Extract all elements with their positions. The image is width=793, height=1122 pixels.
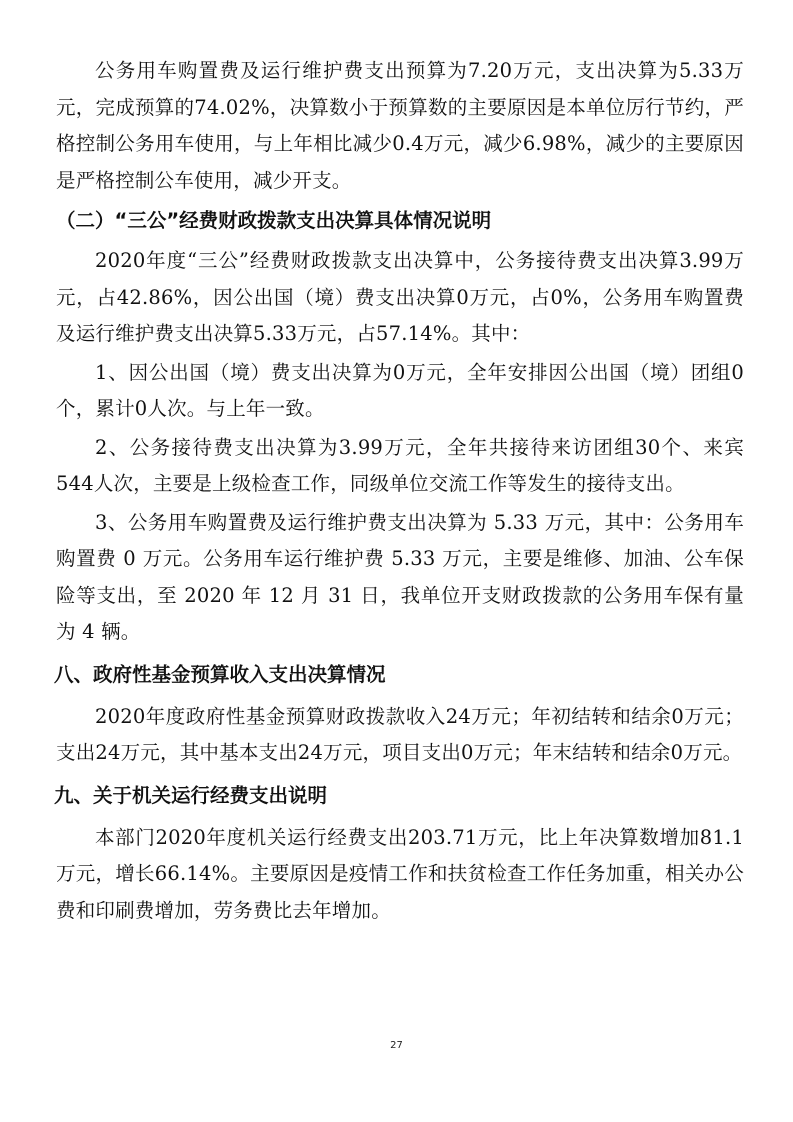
paragraph-vehicle-budget: 公务用车购置费及运行维护费支出预算为7.20万元，支出决算为5.33万元，完成预算的74.02%，决算数小于预算数的主要原因是本单位厉行节约，严格控制公务用车使用，与上年相比减少0.4万元，减少6.98%，减少的主要原因是严格控制公车使用，减少开支。 — [56, 59, 744, 192]
document-body — [56, 53, 744, 929]
section-heading-operating-expenses: 九、关于机关运行经费支出说明 — [54, 783, 328, 807]
paragraph-overseas-travel: 1、因公出国（境）费支出决算为0万元，全年安排因公出国（境）团组0个，累计0人次。与上年一致。 — [56, 360, 744, 420]
section-heading-government-fund: 八、政府性基金预算收入支出决算情况 — [54, 662, 386, 686]
subheading-three-public-expenses: （二）“三公”经费财政拨款支出决算具体情况说明 — [56, 209, 492, 232]
paragraph-reception-expense: 2、公务接待费支出决算为3.99万元，全年共接待来访团组30个、来宾544人次，主要是上级检查工作，同级单位交流工作等发生的接待支出。 — [56, 435, 744, 495]
paragraph-government-fund: 2020年度政府性基金预算财政拨款收入24万元；年初结转和结余0万元；支出24万元，其中基本支出24万元，项目支出0万元；年末结转和结余0万元。 — [56, 704, 744, 764]
paragraph-three-public-summary: 2020年度“三公”经费财政拨款支出决算中，公务接待费支出决算3.99万元，占42.86%，因公出国（境）费支出决算0万元，占0%，公务用车购置费及运行维护费支出决算5.33万元，占57.14%。其中： — [56, 249, 744, 345]
page-number: 27 — [390, 1040, 403, 1051]
paragraph-operating-expenses: 本部门2020年度机关运行经费支出203.71万元，比上年决算数增加81.1万元，增长66.14%。主要原因是疫情工作和扶贫检查工作任务加重，相关办公费和印刷费增加，劳务费比去年增加。 — [56, 825, 744, 922]
paragraph-vehicle-expense: 3、公务用车购置费及运行维护费支出决算为 5.33 万元，其中：公务用车购置费 0 万元。公务用车运行维护费 5.33 万元，主要是维修、加油、公车保险等支出，至 2020 年 12 月 31 日，我单位开支财政拨款的公务用车保有量为 4 辆。 — [56, 510, 744, 643]
